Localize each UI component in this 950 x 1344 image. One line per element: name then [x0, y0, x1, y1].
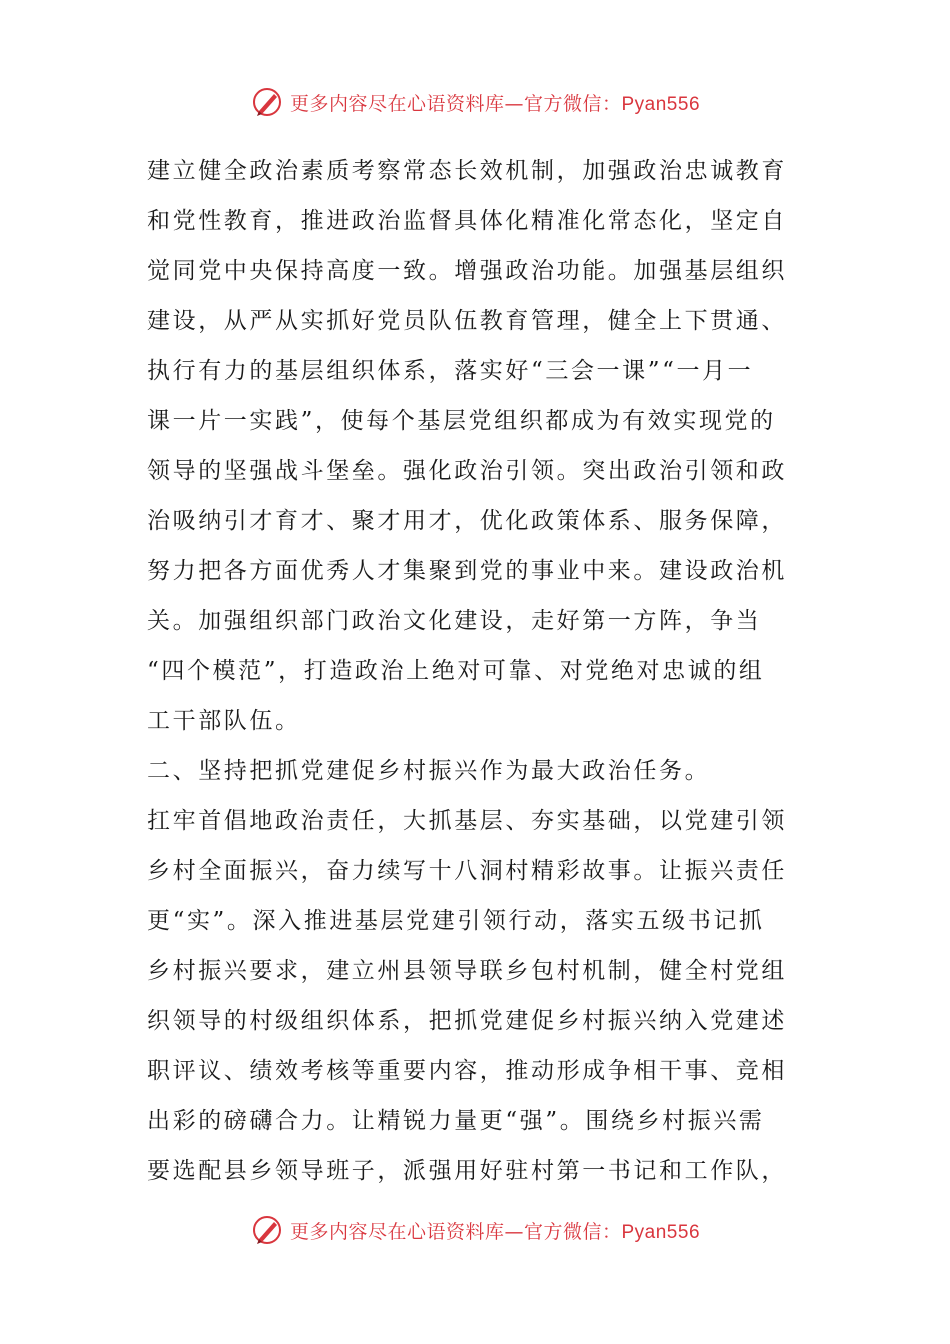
section-heading: 二、坚持把抓党建促乡村振兴作为最大政治任务。 — [147, 758, 711, 784]
body-line: “四个模范”，打造政治上绝对可靠、对党绝对忠诚的组 — [147, 658, 765, 684]
watermark-text: 更多内容尽在心语资料库—官方微信：Pyan556 — [289, 92, 701, 115]
body-line: 努力把各方面优秀人才集聚到党的事业中来。建设政治机 — [147, 558, 787, 584]
body-line: 要选配县乡领导班子，派强用好驻村第一书记和工作队， — [147, 1158, 787, 1184]
pen-logo-icon — [250, 85, 284, 119]
body-line: 工干部队伍。 — [147, 708, 301, 734]
body-line: 乡村振兴要求，建立州县领导联乡包村机制，健全村党组 — [147, 958, 787, 984]
body-line: 建立健全政治素质考察常态长效机制，加强政治忠诚教育 — [147, 158, 787, 184]
wechat-id: Pyan556 — [621, 1221, 701, 1243]
body-line: 扛牢首倡地政治责任，大抓基层、夯实基础，以党建引领 — [147, 808, 787, 834]
body-line: 课一片一实践”，使每个基层党组织都成为有效实现党的 — [147, 408, 776, 434]
body-line: 治吸纳引才育才、聚才用才，优化政策体系、服务保障， — [147, 508, 787, 534]
body-line: 建设，从严从实抓好党员队伍教育管理，健全上下贯通、 — [147, 308, 787, 334]
watermark-banner-bottom — [0, 1210, 950, 1250]
body-line: 织领导的村级组织体系，把抓党建促乡村振兴纳入党建述 — [147, 1008, 787, 1034]
body-line: 乡村全面振兴，奋力续写十八洞村精彩故事。让振兴责任 — [147, 858, 787, 884]
wechat-id: Pyan556 — [621, 93, 701, 115]
body-line: 执行有力的基层组织体系，落实好“三会一课”“一月一 — [147, 358, 754, 384]
body-line: 关。加强组织部门政治文化建设，走好第一方阵，争当 — [147, 608, 762, 634]
watermark-text: 更多内容尽在心语资料库—官方微信：Pyan556 — [289, 1220, 701, 1243]
body-line: 和党性教育，推进政治监督具体化精准化常态化，坚定自 — [147, 208, 787, 234]
body-line: 职评议、绩效考核等重要内容，推动形成争相干事、竞相 — [147, 1058, 787, 1084]
body-line: 更“实”。深入推进基层党建引领行动，落实五级书记抓 — [147, 908, 765, 934]
pen-logo-icon — [250, 1213, 284, 1247]
body-line: 出彩的磅礴合力。让精锐力量更“强”。围绕乡村振兴需 — [147, 1108, 765, 1134]
body-line: 觉同党中央保持高度一致。增强政治功能。加强基层组织 — [147, 258, 787, 284]
watermark-banner-top — [0, 82, 950, 122]
body-line: 领导的坚强战斗堡垒。强化政治引领。突出政治引领和政 — [147, 458, 787, 484]
document-body — [147, 146, 807, 1196]
